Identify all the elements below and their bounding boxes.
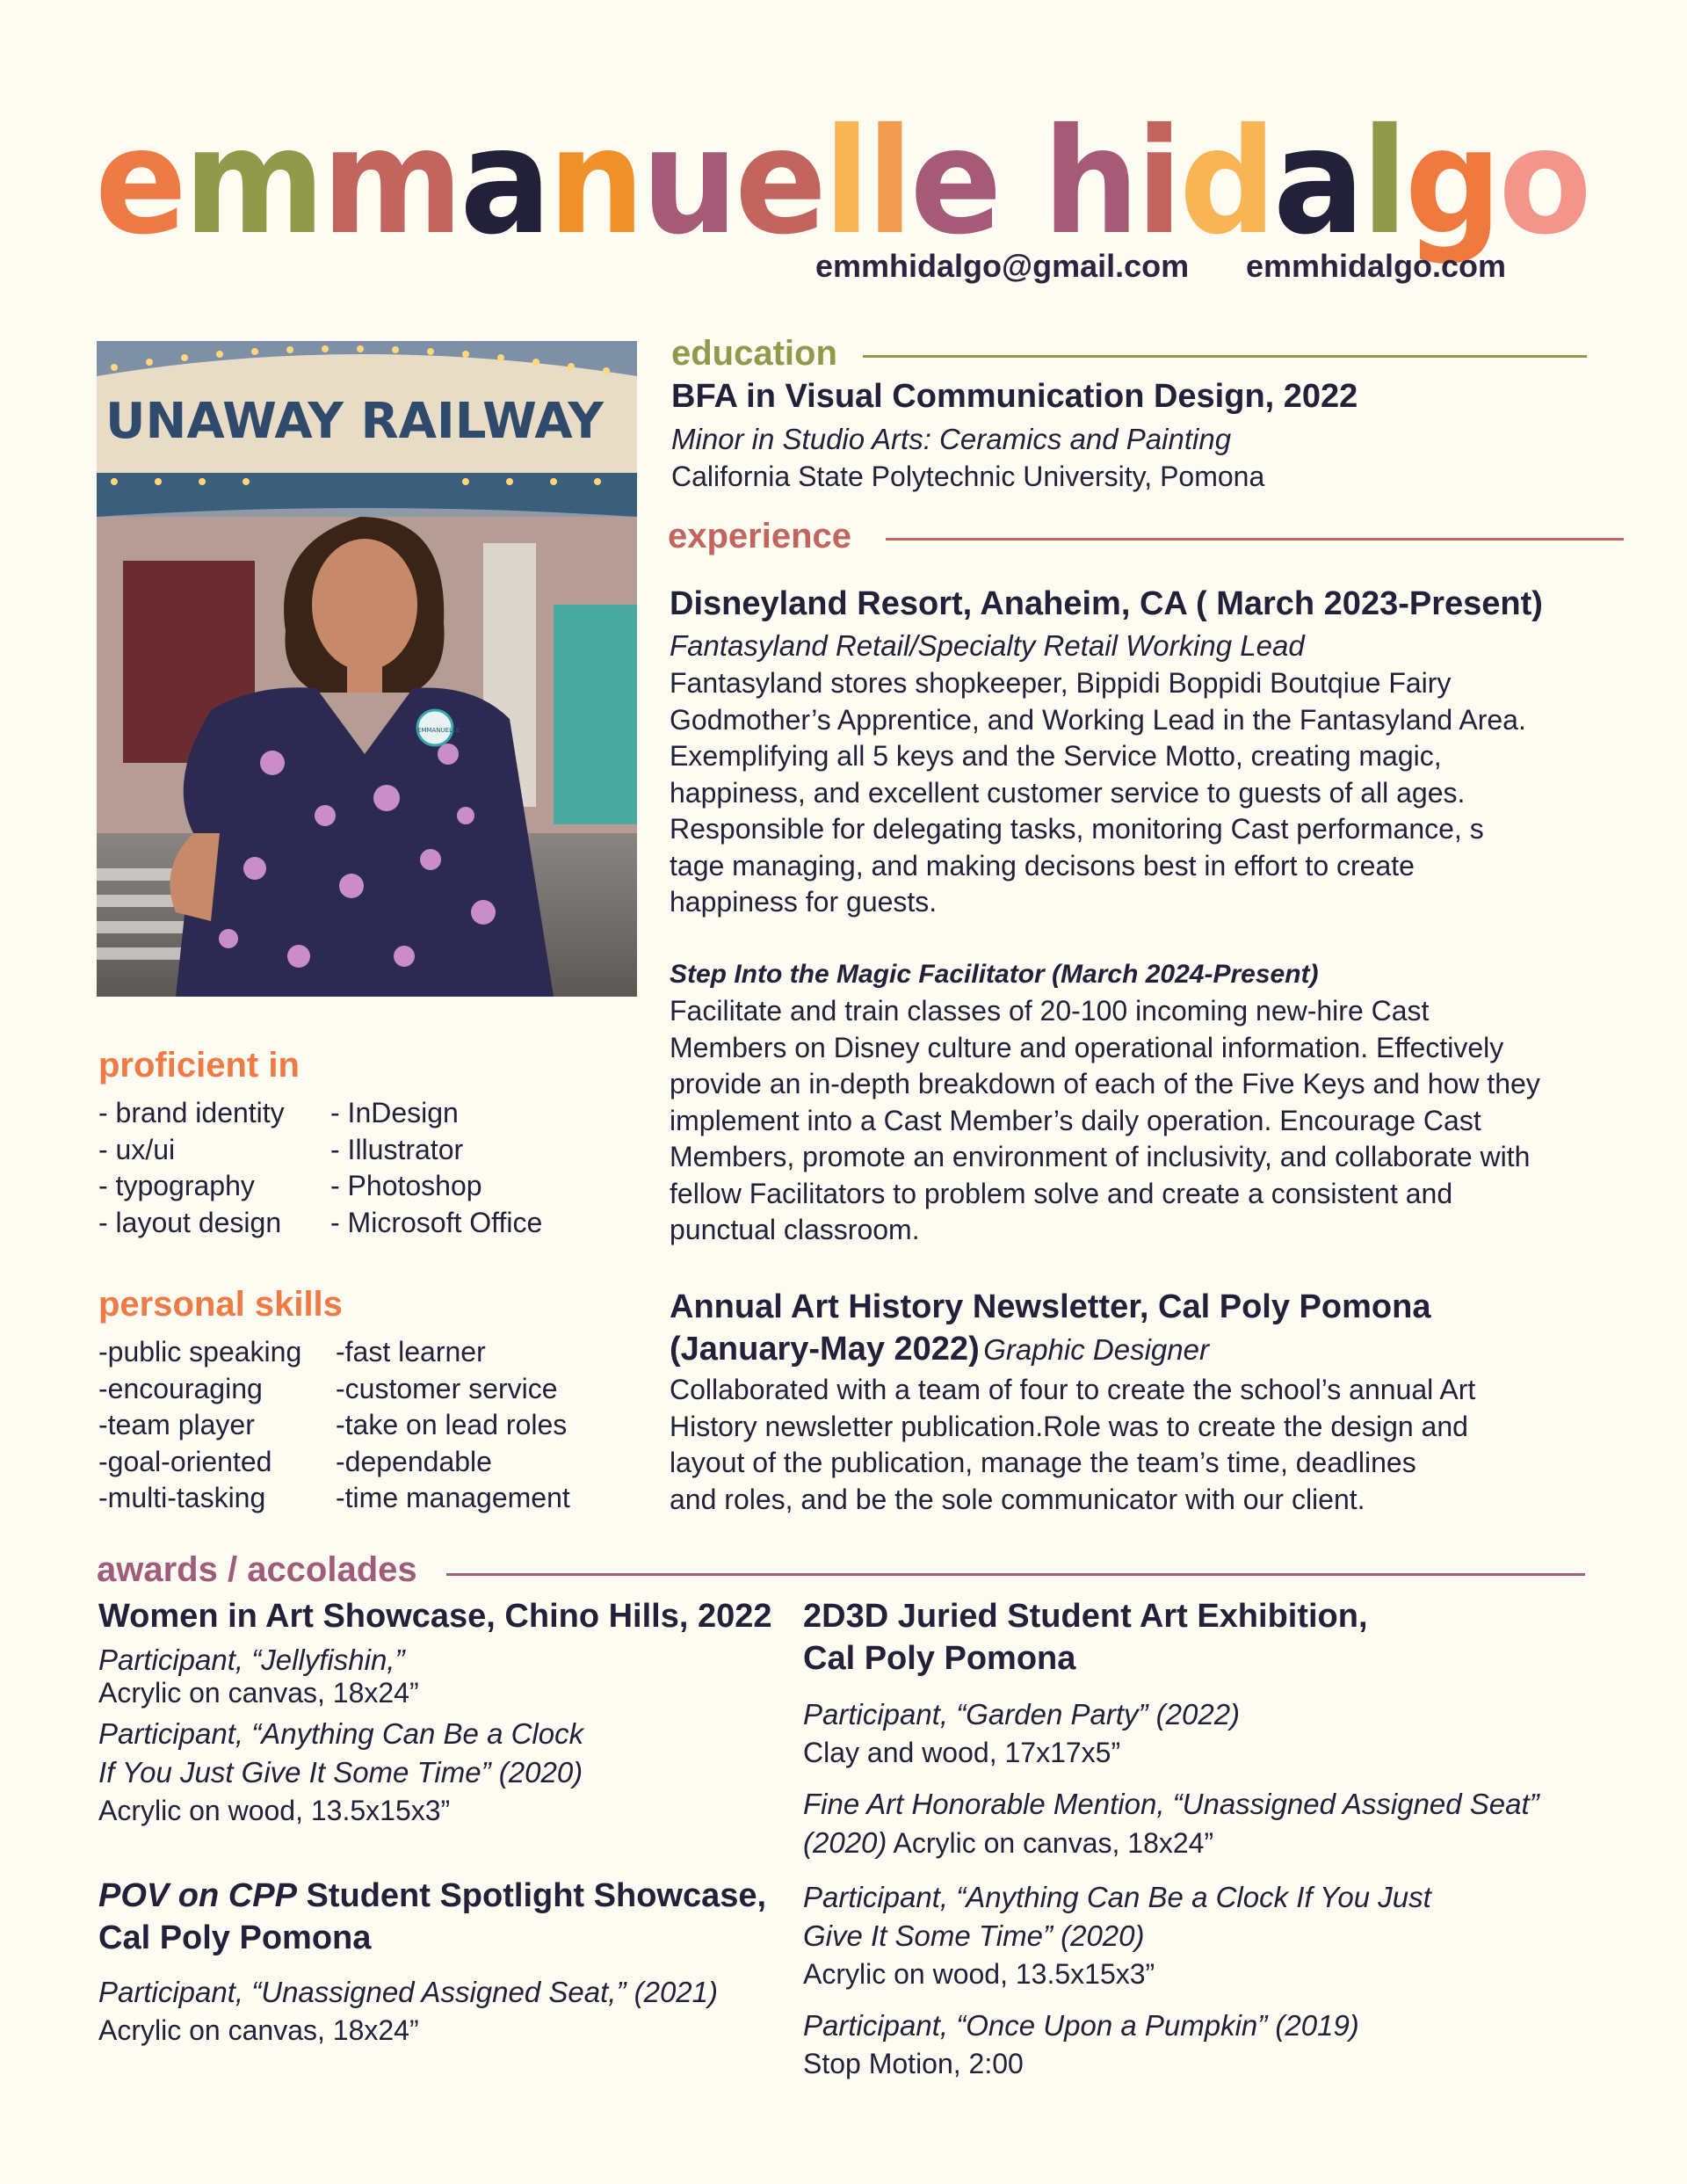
sign-text: UNAWAY RAILWAY [105,393,604,450]
award1-participant2-line2: If You Just Give It Some Time” (2020) [98,1756,583,1789]
proficient-col2: - InDesign - Illustrator - Photoshop - Microsoft Office [330,1097,543,1238]
personal-heading: personal skills [98,1285,343,1324]
award2-title-italic: POV on CPP [98,1877,297,1914]
education-heading: education [671,334,837,373]
award3-title-line2: Cal Poly Pomona [803,1640,1076,1677]
name-letter: i [1135,96,1180,267]
award1-detail2: Acrylic on wood, 13.5x15x3” [98,1795,451,1826]
award3-honorable-year: (2020) [803,1826,887,1859]
name-letter: e [95,96,185,267]
award2-title-rest: Student Spotlight Showcase, [296,1877,767,1914]
award2-detail: Acrylic on canvas, 18x24” [98,2014,419,2046]
award1-participant: Participant, “Jellyfishin,” [98,1643,405,1676]
personal-col1: -public speaking -encouraging -team player -goal-oriented -multi-tasking [98,1336,302,1513]
proficient-col1: - brand identity - ux/ui - typography - layout design [98,1097,285,1238]
job3-title: Annual Art History Newsletter, Cal Poly Pomona [670,1288,1431,1325]
award3-participant: Participant, “Garden Party” (2022) [803,1698,1241,1731]
name-letter [999,97,1043,267]
personal-col2: -fast learner -customer service -take on lead roles -dependable -time management [336,1336,570,1513]
job1-title: Disneyland Resort, Anaheim, CA ( March 2023-Present) [670,585,1543,622]
name-letter: l [823,96,867,267]
job2-description: Facilitate and train classes of 20-100 incoming new-hire Cast Members on Disney culture and operational information. Effectively provide an in-depth breakdown of each of the Five Keys and how they implement into a Cast Member’s daily operation. Encourage Cast Members, promote an environment of inclusivity, and collaborate with fellow Facilitators to problem solve and create a consistent and punctual classroom. [670,995,1540,1245]
name-letter: e [735,96,824,267]
name-badge: EMMANUELLE [417,727,460,734]
name-letter: d [1179,96,1273,267]
award3-detail3: Stop Motion, 2:00 [803,2048,1024,2079]
profile-photo [97,341,637,997]
education-rule [863,355,1587,358]
name-letter: a [1272,96,1362,267]
job2-title: Step Into the Magic Facilitator (March 2024-Present) [670,960,1319,989]
name-letter: m [322,96,460,267]
award2-title-line2: Cal Poly Pomona [98,1919,372,1956]
name-letter: l [866,96,910,267]
award3-honorable-line1: Fine Art Honorable Mention, “Unassigned Assigned Seat” [803,1788,1539,1820]
degree: BFA in Visual Communication Design, 2022 [671,378,1358,415]
experience-rule [886,538,1624,541]
name-letter: u [641,96,735,267]
name-letter: o [1498,96,1589,267]
award3-participant2-line1: Participant, “Anything Can Be a Clock If You Just [803,1881,1431,1913]
award3-honorable-detail: Acrylic on canvas, 18x24” [887,1827,1214,1859]
award3-detail2: Acrylic on wood, 13.5x15x3” [803,1958,1155,1990]
awards-heading: awards / accolades [97,1550,417,1589]
award3-detail: Clay and wood, 17x17x5” [803,1737,1121,1768]
award3-title-line1: 2D3D Juried Student Art Exhibition, [803,1598,1368,1635]
job3-dates: (January-May 2022) [670,1331,980,1368]
job1-description: Fantasyland stores shopkeeper, Bippidi Boppidi Boutqiue Fairy Godmother’s Apprentice, and Working Lead in the Fantasyland Area. Exemplifying all 5 keys and the Service Motto, creating magic, happiness, and excellent customer service to guests of all ages. Responsible for delegating tasks, monitoring Cast performance, s tage managing, and making decisons best in effort to create happiness for guests. [670,667,1526,918]
name-letter: g [1404,96,1499,267]
awards-rule [446,1573,1585,1576]
job1-role: Fantasyland Retail/Specialty Retail Working Lead [670,629,1305,662]
award2-title [98,1877,766,1915]
name-letter: m [184,96,322,267]
experience-heading: experience [668,517,852,555]
name-letter: l [1361,96,1405,267]
award2-participant: Participant, “Unassigned Assigned Seat,” (2021) [98,1976,718,2008]
proficient-heading: proficient in [98,1046,300,1085]
name-letter: n [547,96,642,267]
award1-detail: Acrylic on canvas, 18x24” [98,1677,419,1709]
award3-participant3: Participant, “Once Upon a Pumpkin” (2019) [803,2009,1359,2042]
job3-dates-role [670,1331,1209,1368]
minor: Minor in Studio Arts: Ceramics and Painting [671,423,1232,455]
award3-participant2-line2: Give It Some Time” (2020) [803,1919,1145,1952]
school: California State Polytechnic University, Pomona [671,461,1265,492]
job3-description: Collaborated with a team of four to create the school’s annual Art History newsletter publication.Role was to create the design and layout of the publication, manage the team’s time, deadlines and roles, and be the sole communicator with our client. [670,1374,1476,1515]
svg-text:emmanuelle hidalgo [95,97,1589,267]
name-letter: h [1042,96,1136,267]
award3-honorable-line2 [803,1826,1213,1860]
website-link[interactable]: emmhidalgo.com [1246,248,1507,284]
name-letter: e [909,96,999,267]
award1-title: Women in Art Showcase, Chino Hills, 2022 [98,1598,772,1635]
email-link[interactable]: emmhidalgo@gmail.com [815,248,1190,284]
job3-role: Graphic Designer [983,1333,1209,1366]
name-letter: a [460,96,548,267]
award1-participant2-line1: Participant, “Anything Can Be a Clock [98,1717,584,1750]
